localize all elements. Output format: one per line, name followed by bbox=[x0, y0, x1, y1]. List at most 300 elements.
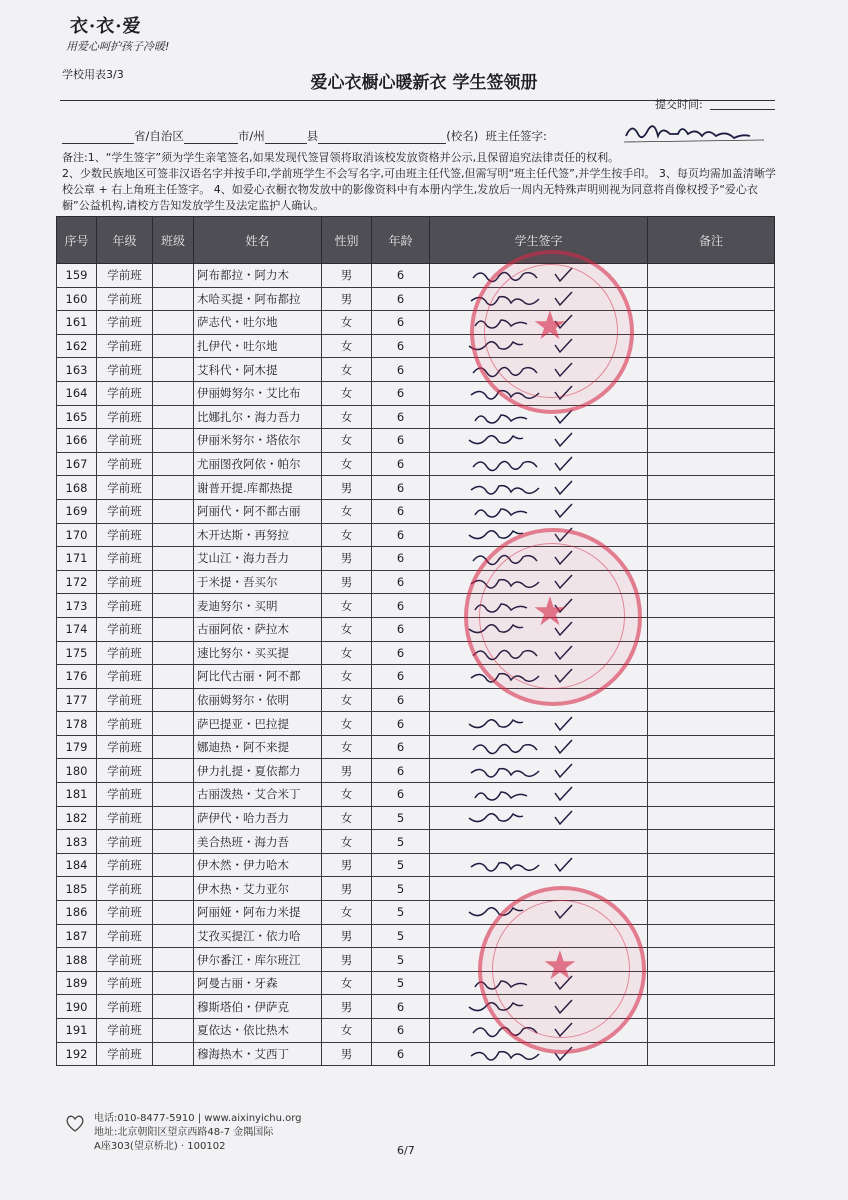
row-remark bbox=[648, 617, 775, 641]
check-mark-icon bbox=[555, 858, 572, 871]
row-class bbox=[153, 948, 194, 972]
check-mark-icon bbox=[555, 457, 572, 470]
row-name: 依丽姆努尔・依明 bbox=[194, 688, 322, 712]
row-name: 速比努尔・买买提 bbox=[194, 641, 322, 665]
handwritten-signature bbox=[463, 808, 593, 828]
header-gender: 性别 bbox=[322, 217, 372, 264]
row-gender: 女 bbox=[322, 617, 372, 641]
row-name: 阿布都拉・阿力木 bbox=[194, 264, 322, 288]
table-row bbox=[57, 971, 775, 995]
row-age: 6 bbox=[372, 641, 430, 665]
row-gender: 男 bbox=[322, 877, 372, 901]
row-grade: 学前班 bbox=[97, 476, 153, 500]
row-age: 6 bbox=[372, 995, 430, 1019]
row-class bbox=[153, 759, 194, 783]
row-gender: 男 bbox=[322, 924, 372, 948]
row-grade: 学前班 bbox=[97, 1019, 153, 1043]
row-age: 6 bbox=[372, 617, 430, 641]
row-class bbox=[153, 901, 194, 925]
row-gender: 女 bbox=[322, 381, 372, 405]
row-name: 古丽泼热・艾合米丁 bbox=[194, 783, 322, 807]
row-age: 6 bbox=[372, 358, 430, 382]
row-age: 6 bbox=[372, 499, 430, 523]
row-gender: 女 bbox=[322, 806, 372, 830]
county-blank bbox=[265, 131, 307, 144]
row-name: 伊木然・伊力哈木 bbox=[194, 853, 322, 877]
school-seal-stamp bbox=[470, 250, 634, 414]
handwritten-signature bbox=[463, 430, 593, 450]
row-signature bbox=[430, 429, 648, 453]
row-name: 美合热班・海力吾 bbox=[194, 830, 322, 854]
row-gender: 女 bbox=[322, 971, 372, 995]
row-grade: 学前班 bbox=[97, 617, 153, 641]
row-grade: 学前班 bbox=[97, 712, 153, 736]
row-grade: 学前班 bbox=[97, 499, 153, 523]
row-name: 萨伊代・哈力吾力 bbox=[194, 806, 322, 830]
check-mark-icon bbox=[555, 433, 572, 446]
row-remark bbox=[648, 688, 775, 712]
page-title: 爱心衣橱心暖新衣 学生签领册 bbox=[310, 73, 538, 93]
row-grade: 学前班 bbox=[97, 334, 153, 358]
row-age: 6 bbox=[372, 570, 430, 594]
seal-star-icon: ★ bbox=[532, 303, 568, 349]
row-name: 伊木热・艾力亚尔 bbox=[194, 877, 322, 901]
row-number: 187 bbox=[57, 924, 97, 948]
row-name: 谢普开提.库都热提 bbox=[194, 476, 322, 500]
row-gender: 女 bbox=[322, 452, 372, 476]
row-gender: 女 bbox=[322, 901, 372, 925]
teacher-signature bbox=[620, 118, 770, 146]
city-label: 市/州 bbox=[237, 129, 265, 143]
row-grade: 学前班 bbox=[97, 358, 153, 382]
row-grade: 学前班 bbox=[97, 924, 153, 948]
heart-logo-icon bbox=[64, 1112, 86, 1134]
row-number: 167 bbox=[57, 452, 97, 476]
row-name: 伊力扎提・夏依都力 bbox=[194, 759, 322, 783]
row-remark bbox=[648, 405, 775, 429]
teacher-sign-label: 班主任签字: bbox=[485, 129, 547, 143]
row-age: 6 bbox=[372, 311, 430, 335]
table-row bbox=[57, 381, 775, 405]
row-grade: 学前班 bbox=[97, 311, 153, 335]
row-age: 6 bbox=[372, 712, 430, 736]
row-class bbox=[153, 334, 194, 358]
row-name: 尤丽图孜阿依・帕尔 bbox=[194, 452, 322, 476]
row-number: 162 bbox=[57, 334, 97, 358]
row-grade: 学前班 bbox=[97, 948, 153, 972]
row-age: 5 bbox=[372, 948, 430, 972]
row-class bbox=[153, 499, 194, 523]
row-gender: 男 bbox=[322, 570, 372, 594]
row-remark bbox=[648, 476, 775, 500]
row-name: 娜迪热・阿不来提 bbox=[194, 735, 322, 759]
row-class bbox=[153, 924, 194, 948]
table-row bbox=[57, 1019, 775, 1043]
row-class bbox=[153, 381, 194, 405]
row-name: 伊丽米努尔・塔依尔 bbox=[194, 429, 322, 453]
header-class: 班级 bbox=[153, 217, 194, 264]
row-age: 5 bbox=[372, 877, 430, 901]
handwritten-signature bbox=[463, 501, 593, 521]
row-number: 165 bbox=[57, 405, 97, 429]
logo: 衣·衣·爱 bbox=[70, 16, 142, 37]
check-mark-icon bbox=[555, 740, 572, 753]
row-class bbox=[153, 712, 194, 736]
row-name: 木开达斯・再努拉 bbox=[194, 523, 322, 547]
row-number: 159 bbox=[57, 264, 97, 288]
row-remark bbox=[648, 735, 775, 759]
row-age: 5 bbox=[372, 901, 430, 925]
table-row bbox=[57, 594, 775, 618]
row-grade: 学前班 bbox=[97, 1042, 153, 1066]
row-remark bbox=[648, 995, 775, 1019]
handwritten-signature bbox=[463, 855, 593, 875]
row-age: 6 bbox=[372, 264, 430, 288]
row-remark bbox=[648, 712, 775, 736]
row-number: 179 bbox=[57, 735, 97, 759]
check-mark-icon bbox=[555, 764, 572, 777]
row-remark bbox=[648, 853, 775, 877]
handwritten-signature bbox=[463, 761, 593, 781]
row-grade: 学前班 bbox=[97, 429, 153, 453]
row-gender: 女 bbox=[322, 783, 372, 807]
handwritten-signature bbox=[463, 784, 593, 804]
check-mark-icon bbox=[555, 481, 572, 494]
row-grade: 学前班 bbox=[97, 381, 153, 405]
row-number: 178 bbox=[57, 712, 97, 736]
row-number: 189 bbox=[57, 971, 97, 995]
row-name: 扎伊代・吐尔地 bbox=[194, 334, 322, 358]
row-age: 5 bbox=[372, 853, 430, 877]
row-name: 伊尔番江・库尔班江 bbox=[194, 948, 322, 972]
row-grade: 学前班 bbox=[97, 688, 153, 712]
row-number: 170 bbox=[57, 523, 97, 547]
row-remark bbox=[648, 287, 775, 311]
note-line-1: 备注:1、“学生签字”须为学生亲笔签名,如果发现代签冒领将取消该校发放资格并公示,且保留追究法律责任的权利。 bbox=[62, 151, 620, 164]
row-name: 阿丽代・阿不都古丽 bbox=[194, 499, 322, 523]
row-number: 171 bbox=[57, 547, 97, 571]
row-age: 6 bbox=[372, 523, 430, 547]
row-class bbox=[153, 405, 194, 429]
table-row bbox=[57, 735, 775, 759]
row-gender: 女 bbox=[322, 594, 372, 618]
row-number: 181 bbox=[57, 783, 97, 807]
row-class bbox=[153, 1019, 194, 1043]
seal-star-icon: ★ bbox=[542, 943, 578, 989]
row-name: 穆海热木・艾西丁 bbox=[194, 1042, 322, 1066]
table-row bbox=[57, 924, 775, 948]
row-class bbox=[153, 735, 194, 759]
seal-star-icon: ★ bbox=[532, 589, 568, 635]
row-age: 6 bbox=[372, 1019, 430, 1043]
table-row bbox=[57, 334, 775, 358]
row-gender: 女 bbox=[322, 358, 372, 382]
row-age: 6 bbox=[372, 334, 430, 358]
row-number: 164 bbox=[57, 381, 97, 405]
row-gender: 男 bbox=[322, 948, 372, 972]
row-remark bbox=[648, 452, 775, 476]
row-remark bbox=[648, 570, 775, 594]
row-age: 5 bbox=[372, 830, 430, 854]
check-mark-icon bbox=[555, 504, 572, 517]
table-row bbox=[57, 523, 775, 547]
row-number: 168 bbox=[57, 476, 97, 500]
row-age: 6 bbox=[372, 594, 430, 618]
row-name: 艾孜买提江・依力哈 bbox=[194, 924, 322, 948]
row-class bbox=[153, 806, 194, 830]
row-name: 伊丽姆努尔・艾比布 bbox=[194, 381, 322, 405]
notes bbox=[62, 150, 778, 214]
row-remark bbox=[648, 759, 775, 783]
row-name: 穆斯塔伯・伊萨克 bbox=[194, 995, 322, 1019]
check-mark-icon bbox=[555, 787, 572, 800]
note-line-2: 2、少数民族地区可签非汉语名字并按手印,学前班学生不会写名字,可由班主任代签,但需写明“班主任代签”,并学生按手印。 3、每页均需加盖清晰学校公章 + 右上角班主任签字。 4、如爱心衣橱衣物发放中的影像资料中有本册内学生,发放后一周内无特殊声明则视为同意将肖像权授予“爱心衣橱”公益机构,请校方告知发放学生及法定监护人确认。 bbox=[62, 167, 776, 212]
row-number: 185 bbox=[57, 877, 97, 901]
table-row bbox=[57, 712, 775, 736]
row-age: 6 bbox=[372, 547, 430, 571]
header-name: 姓名 bbox=[194, 217, 322, 264]
row-class bbox=[153, 995, 194, 1019]
roster-body bbox=[57, 264, 775, 1066]
row-number: 174 bbox=[57, 617, 97, 641]
row-signature bbox=[430, 853, 648, 877]
row-number: 188 bbox=[57, 948, 97, 972]
row-age: 6 bbox=[372, 665, 430, 689]
row-gender: 女 bbox=[322, 665, 372, 689]
table-row bbox=[57, 358, 775, 382]
row-remark bbox=[648, 783, 775, 807]
row-gender: 女 bbox=[322, 405, 372, 429]
row-gender: 男 bbox=[322, 995, 372, 1019]
handwritten-signature bbox=[463, 454, 593, 474]
row-grade: 学前班 bbox=[97, 853, 153, 877]
form-code: 学校用表3/3 bbox=[62, 68, 124, 81]
table-row bbox=[57, 783, 775, 807]
row-signature bbox=[430, 476, 648, 500]
check-mark-icon bbox=[555, 811, 572, 824]
table-row bbox=[57, 570, 775, 594]
table-row bbox=[57, 641, 775, 665]
row-class bbox=[153, 688, 194, 712]
row-age: 6 bbox=[372, 405, 430, 429]
row-grade: 学前班 bbox=[97, 877, 153, 901]
row-class bbox=[153, 665, 194, 689]
row-signature bbox=[430, 499, 648, 523]
row-class bbox=[153, 287, 194, 311]
row-class bbox=[153, 570, 194, 594]
row-remark bbox=[648, 311, 775, 335]
row-class bbox=[153, 452, 194, 476]
school-label: (校名) bbox=[446, 129, 479, 143]
logo-slogan: 用爱心呵护孩子冷暖! bbox=[66, 40, 170, 53]
row-gender: 女 bbox=[322, 688, 372, 712]
row-name: 阿丽娅・阿布力米提 bbox=[194, 901, 322, 925]
row-grade: 学前班 bbox=[97, 971, 153, 995]
row-number: 177 bbox=[57, 688, 97, 712]
row-number: 184 bbox=[57, 853, 97, 877]
row-remark bbox=[648, 334, 775, 358]
row-name: 麦迪努尔・买明 bbox=[194, 594, 322, 618]
handwritten-signature bbox=[463, 478, 593, 498]
row-remark bbox=[648, 547, 775, 571]
table-row bbox=[57, 499, 775, 523]
row-number: 172 bbox=[57, 570, 97, 594]
row-age: 6 bbox=[372, 735, 430, 759]
row-gender: 女 bbox=[322, 830, 372, 854]
row-class bbox=[153, 1042, 194, 1066]
submit-time-label: 提交时间: bbox=[655, 98, 703, 111]
row-signature bbox=[430, 830, 648, 854]
row-gender: 男 bbox=[322, 759, 372, 783]
row-gender: 女 bbox=[322, 311, 372, 335]
city-blank bbox=[184, 131, 238, 144]
row-grade: 学前班 bbox=[97, 523, 153, 547]
row-remark bbox=[648, 523, 775, 547]
row-grade: 学前班 bbox=[97, 641, 153, 665]
row-name: 阿曼古丽・牙森 bbox=[194, 971, 322, 995]
row-grade: 学前班 bbox=[97, 264, 153, 288]
row-number: 180 bbox=[57, 759, 97, 783]
row-grade: 学前班 bbox=[97, 901, 153, 925]
row-gender: 男 bbox=[322, 547, 372, 571]
row-grade: 学前班 bbox=[97, 547, 153, 571]
table-row bbox=[57, 688, 775, 712]
row-class bbox=[153, 358, 194, 382]
province-label: 省/自治区 bbox=[134, 129, 184, 143]
roster-table bbox=[56, 216, 775, 1066]
row-class bbox=[153, 264, 194, 288]
row-number: 175 bbox=[57, 641, 97, 665]
row-age: 5 bbox=[372, 971, 430, 995]
row-grade: 学前班 bbox=[97, 594, 153, 618]
row-gender: 男 bbox=[322, 287, 372, 311]
row-age: 6 bbox=[372, 783, 430, 807]
row-grade: 学前班 bbox=[97, 830, 153, 854]
row-class bbox=[153, 429, 194, 453]
row-name: 比娜扎尔・海力吾力 bbox=[194, 405, 322, 429]
school-blank bbox=[318, 131, 446, 144]
row-class bbox=[153, 594, 194, 618]
row-number: 166 bbox=[57, 429, 97, 453]
table-row bbox=[57, 476, 775, 500]
row-gender: 女 bbox=[322, 499, 372, 523]
row-number: 169 bbox=[57, 499, 97, 523]
school-seal-stamp bbox=[478, 886, 646, 1054]
row-remark bbox=[648, 499, 775, 523]
row-remark bbox=[648, 665, 775, 689]
row-remark bbox=[648, 381, 775, 405]
table-row bbox=[57, 264, 775, 288]
row-name: 萨巴提亚・巴拉提 bbox=[194, 712, 322, 736]
row-class bbox=[153, 311, 194, 335]
handwritten-signature bbox=[463, 737, 593, 757]
table-row bbox=[57, 311, 775, 335]
row-remark bbox=[648, 806, 775, 830]
row-age: 6 bbox=[372, 476, 430, 500]
table-row bbox=[57, 617, 775, 641]
row-gender: 男 bbox=[322, 853, 372, 877]
row-number: 173 bbox=[57, 594, 97, 618]
table-row bbox=[57, 995, 775, 1019]
row-remark bbox=[648, 971, 775, 995]
row-number: 192 bbox=[57, 1042, 97, 1066]
row-remark bbox=[648, 429, 775, 453]
row-name: 萨志代・吐尔地 bbox=[194, 311, 322, 335]
row-remark bbox=[648, 1019, 775, 1043]
row-number: 176 bbox=[57, 665, 97, 689]
row-gender: 女 bbox=[322, 429, 372, 453]
row-age: 6 bbox=[372, 381, 430, 405]
row-remark bbox=[648, 1042, 775, 1066]
footer-contact bbox=[94, 1112, 302, 1154]
row-remark bbox=[648, 641, 775, 665]
header-age: 年龄 bbox=[372, 217, 430, 264]
row-grade: 学前班 bbox=[97, 665, 153, 689]
row-class bbox=[153, 830, 194, 854]
table-row bbox=[57, 806, 775, 830]
row-number: 160 bbox=[57, 287, 97, 311]
row-age: 5 bbox=[372, 924, 430, 948]
row-number: 163 bbox=[57, 358, 97, 382]
footer-address: 地址:北京朝阳区望京西路48-7 金隅国际 bbox=[94, 1127, 274, 1138]
table-row bbox=[57, 405, 775, 429]
row-class bbox=[153, 971, 194, 995]
header-grade: 年级 bbox=[97, 217, 153, 264]
row-gender: 男 bbox=[322, 476, 372, 500]
row-age: 6 bbox=[372, 688, 430, 712]
row-age: 5 bbox=[372, 806, 430, 830]
province-blank bbox=[62, 131, 134, 144]
row-class bbox=[153, 523, 194, 547]
row-grade: 学前班 bbox=[97, 806, 153, 830]
row-number: 161 bbox=[57, 311, 97, 335]
table-row bbox=[57, 452, 775, 476]
school-seal-stamp bbox=[464, 528, 642, 706]
row-grade: 学前班 bbox=[97, 783, 153, 807]
row-gender: 女 bbox=[322, 641, 372, 665]
row-signature bbox=[430, 712, 648, 736]
row-gender: 女 bbox=[322, 1019, 372, 1043]
row-signature bbox=[430, 783, 648, 807]
row-remark bbox=[648, 830, 775, 854]
header-signature: 学生签字 bbox=[430, 217, 648, 264]
page-number: 6/7 bbox=[397, 1144, 415, 1157]
row-remark bbox=[648, 594, 775, 618]
row-gender: 女 bbox=[322, 334, 372, 358]
handwritten-signature bbox=[463, 714, 593, 734]
row-class bbox=[153, 547, 194, 571]
table-row bbox=[57, 948, 775, 972]
table-row bbox=[57, 665, 775, 689]
header-remark: 备注 bbox=[648, 217, 775, 264]
table-row bbox=[57, 877, 775, 901]
row-name: 艾科代・阿木提 bbox=[194, 358, 322, 382]
row-number: 190 bbox=[57, 995, 97, 1019]
footer-phone: 电话:010-8477-5910 | www.aixinyichu.org bbox=[94, 1113, 302, 1124]
row-class bbox=[153, 783, 194, 807]
table-row bbox=[57, 759, 775, 783]
row-number: 182 bbox=[57, 806, 97, 830]
row-remark bbox=[648, 924, 775, 948]
row-signature bbox=[430, 452, 648, 476]
table-row bbox=[57, 287, 775, 311]
check-mark-icon bbox=[555, 717, 572, 730]
row-number: 191 bbox=[57, 1019, 97, 1043]
row-number: 183 bbox=[57, 830, 97, 854]
row-age: 6 bbox=[372, 287, 430, 311]
row-name: 木哈买提・阿布都拉 bbox=[194, 287, 322, 311]
row-grade: 学前班 bbox=[97, 735, 153, 759]
